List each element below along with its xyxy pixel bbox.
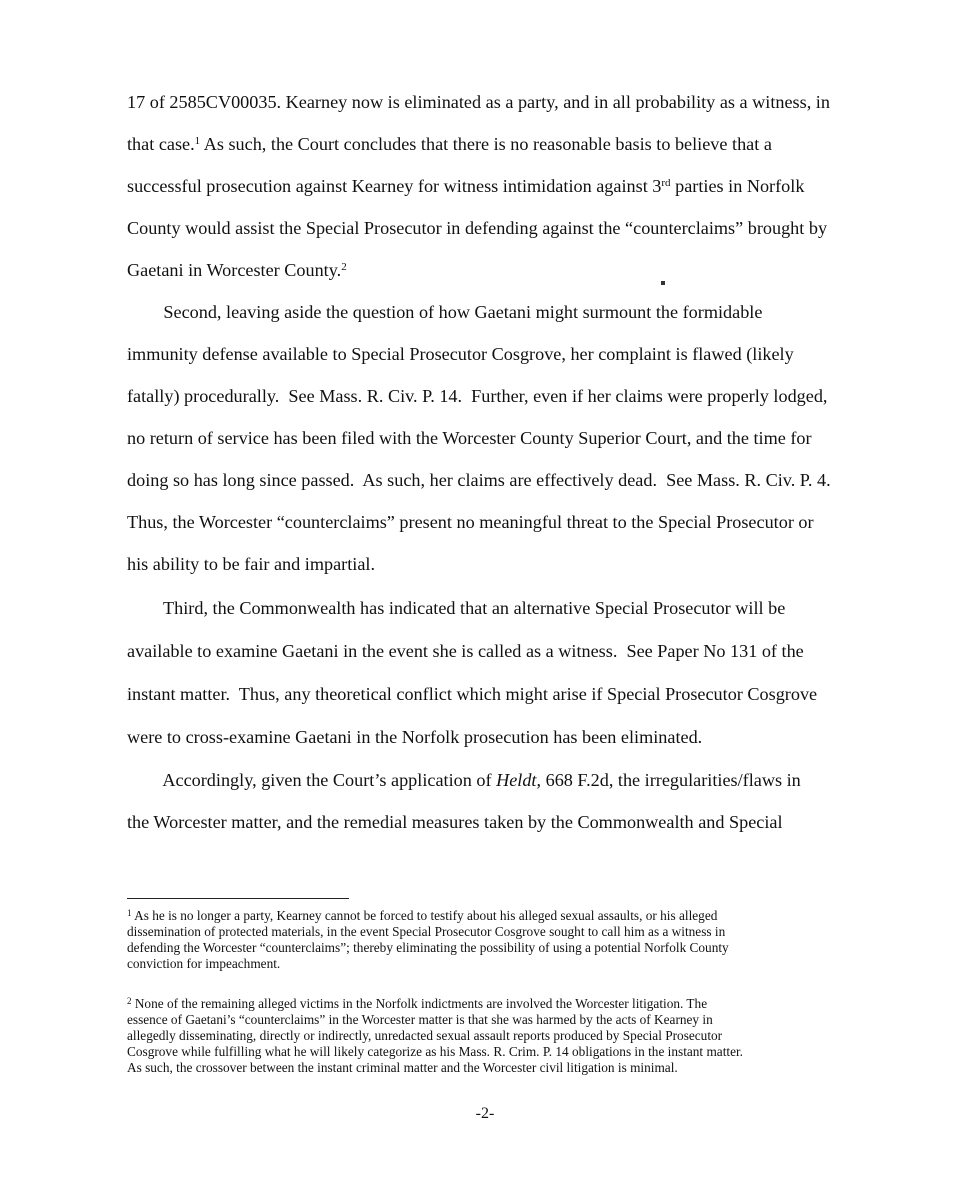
body-line-9: no return of service has been filed with the Worcester County Superior Court, and the time for (127, 428, 812, 448)
body-line-16: were to cross-examine Gaetani in the Norfolk prosecution has been eliminated. (127, 727, 703, 747)
body-line-15: instant matter. Thus, any theoretical conflict which might arise if Special Prosecutor Cosgrove (127, 684, 818, 704)
body-line-5: Gaetani in Worcester County.$^2$ (127, 260, 347, 280)
footnote-separator (127, 898, 349, 899)
case-citation: Heldt (496, 770, 537, 790)
footnote-1-line-4: conviction for impeachment. (127, 956, 281, 971)
body-line-11: Thus, the Worcester “counterclaims” present no meaningful threat to the Special Prosecutor or (127, 512, 814, 532)
ordinal-superscript: rd (661, 177, 671, 189)
scan-speck (661, 281, 665, 285)
footnote-2-line-2: essence of Gaetani’s “counterclaims” in the Worcester matter is that she was harmed by the acts of Kearney in (127, 1012, 713, 1027)
footnote-1-line-2: dissemination of protected materials, in the event Special Prosecutor Cosgrove sought to call him as a witness in (127, 924, 726, 939)
body-line-6: Second, leaving aside the question of how Gaetani might surmount the formidable (127, 302, 763, 322)
body-line-12: his ability to be fair and impartial. (127, 554, 375, 574)
body-line-1: 17 of 2585CV00035. Kearney now is eliminated as a party, and in all probability as a witness, in (127, 92, 830, 112)
page-number: -2- (475, 1105, 495, 1122)
footnote-1-line-3: defending the Worcester “counterclaims”; thereby eliminating the possibility of using a potential Norfolk County (127, 940, 729, 955)
footnote-2-line-1: $^2$ None of the remaining alleged victims in the Norfolk indictments are involved the Worcester litigation. The (127, 996, 708, 1011)
footnote-2-line-5: As such, the crossover between the instant criminal matter and the Worcester civil litigation is minimal. (127, 1060, 678, 1075)
body-line-8: fatally) procedurally. See Mass. R. Civ. P. 14. Further, even if her claims were properly lodged, (127, 386, 828, 406)
footnote-ref-2: 2 (341, 261, 347, 273)
body-line-7: immunity defense available to Special Prosecutor Cosgrove, her complaint is flawed (likely (127, 344, 794, 364)
footnote-2-line-3: allegedly disseminating, directly or indirectly, unredacted sexual assault reports produced by Special Prosecutor (127, 1028, 723, 1043)
body-line-4: County would assist the Special Prosecutor in defending against the “counterclaims” brought by (127, 218, 828, 238)
body-line-3: successful prosecution against Kearney for witness intimidation against 3rd parties in Norfolk (127, 176, 805, 196)
body-line-17: Accordingly, given the Court’s application of Heldt, 668 F.2d, the irregularities/flaws in (127, 770, 801, 790)
body-line-18: the Worcester matter, and the remedial measures taken by the Commonwealth and Special (127, 812, 783, 832)
body-line-14: available to examine Gaetani in the event she is called as a witness. See Paper No 131 of the (127, 641, 804, 661)
body-line-10: doing so has long since passed. As such, her claims are effectively dead. See Mass. R. Civ. P. 4. (127, 470, 831, 490)
body-line-13: Third, the Commonwealth has indicated that an alternative Special Prosecutor will be (127, 598, 786, 618)
footnote-2-line-4: Cosgrove while fulfilling what he will likely categorize as his Mass. R. Crim. P. 14 obligations in the instant matter. (127, 1044, 744, 1059)
footnote-1-line-1: $^1$ As he is no longer a party, Kearney cannot be forced to testify about his alleged sexual assaults, or his alleged (127, 908, 718, 923)
footnote-ref-1: 1 (194, 135, 201, 147)
body-line-2: that case.$^1$ As such, the Court concludes that there is no reasonable basis to believe that a (127, 134, 772, 154)
